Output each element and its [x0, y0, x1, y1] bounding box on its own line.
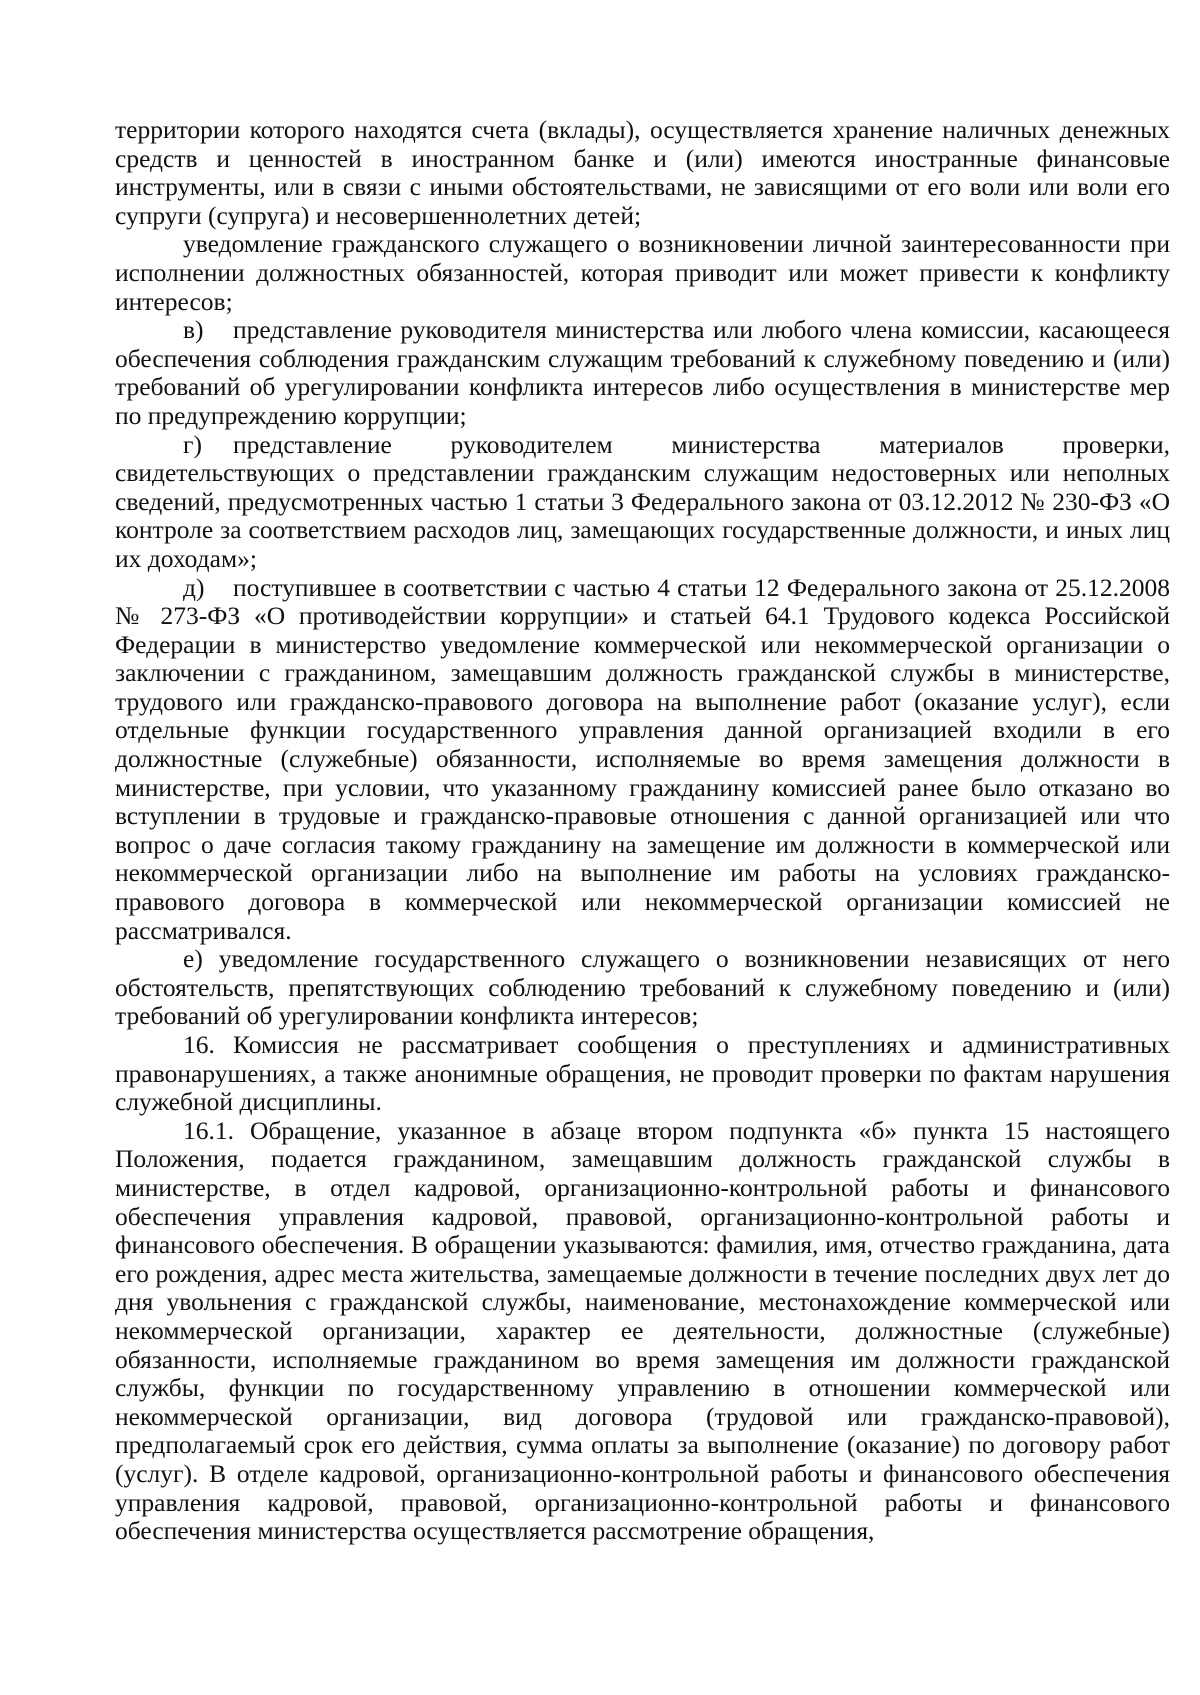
item-marker: 16.	[183, 1030, 215, 1059]
item-marker: в)	[183, 315, 204, 345]
paragraph-item-d	[115, 574, 1170, 946]
paragraph-item-e: е) уведомление государственного служащего о возникновении независящих от него обстоятельств, препятствующих соблюдению требований к служебному поведению и (или) требований об урегулировании конфликта интересов;	[115, 944, 1170, 1031]
item-text: представление руководителя министерства или любого члена комиссии, касающееся обеспечения соблюдения гражданским служащим требований к служебному поведению и (или) требований об урегулировании конфликта интересов либо осуществления в министерстве мер по предупреждению коррупции;	[115, 315, 1170, 430]
paragraph-continuation: территории которого находятся счета (вклады), осуществляется хранение наличных денежных средств и ценностей в иностранном банке и (или) имеются иностранные финансовые инструменты, или в связи с иными обстоятельствами, не зависящими от его воли или воли его супруги (супруга) и несовершеннолетних детей;	[115, 115, 1170, 230]
document-page	[115, 116, 1170, 1546]
paragraph-16	[115, 1031, 1170, 1117]
item-marker: г)	[183, 429, 202, 459]
item-text: представление руководителем министерства материалов проверки, свидетельствующих о представлении гражданским служащим недостоверных или неполных сведений, предусмотренных частью 1 статьи 3 Федерального закона от 03.12.2012 № 230-ФЗ «О контроле за соответствием расходов лиц, замещающих государственные должности, и иных лиц их доходам»;	[115, 429, 1170, 573]
item-text: поступившее в соответствии с частью 4 статьи 12 Федерального закона от 25.12.2008 № 273-ФЗ «О противодействии коррупции» и статьей 64.1 Трудового кодекса Российской Федерации в министерство уведомление коммерческой или некоммерческой организации о заключении с гражданином, замещавшим должность гражданской службы в министерстве, трудового или гражданско-правового договора на выполнение работ (оказание услуг), если отдельные функции государственного управления данной организацией входили в его должностные (служебные) обязанности, исполняемые во время замещения должности в министерстве, при условии, что указанному гражданину комиссией ранее было отказано во вступлении в трудовые и гражданско-правовые отношения с данной организацией или что вопрос о даче согласия такому гражданину на замещение им должности в коммерческой или некоммерческой организации либо на выполнение им работы на условиях гражданско-правового договора в коммерческой или некоммерческой организации комиссией не рассматривался.	[115, 572, 1170, 945]
item-text: Комиссия не рассматривает сообщения о преступлениях и административных правонарушениях, а также анонимные обращения, не проводит проверки по фактам нарушения служебной дисциплины.	[115, 1030, 1170, 1117]
paragraph-notice-interest: уведомление гражданского служащего о возникновении личной заинтересованности при исполнении должностных обязанностей, которая приводит или может привести к конфликту интересов;	[115, 229, 1170, 316]
paragraph-16-1: 16.1. Обращение, указанное в абзаце втором подпункта «б» пункта 15 настоящего Положения, подается гражданином, замещавшим должность гражданской службы в министерстве, в отдел кадровой, организационно-контрольной работы и финансового обеспечения управления кадровой, правовой, организационно-контрольной работы и финансового обеспечения. В обращении указываются: фамилия, имя, отчество гражданина, дата его рождения, адрес места жительства, замещаемые должности в течение последних двух лет до дня увольнения с гражданской службы, наименование, местонахождение коммерческой или некоммерческой организации, характер ее деятельности, должностные (служебные) обязанности, исполняемые гражданином во время замещения им должности гражданской службы, функции по государственному управлению в отношении коммерческой или некоммерческой организации, вид договора (трудовой или гражданско-правовой), предполагаемый срок его действия, сумма оплаты за выполнение (оказание) по договору работ (услуг). В отделе кадровой, организационно-контрольной работы и финансового обеспечения управления кадровой, правовой, организационно-контрольной работы и финансового обеспечения министерства осуществляется рассмотрение обращения,	[115, 1115, 1170, 1546]
item-marker: д)	[183, 572, 205, 602]
paragraph-item-g	[115, 431, 1170, 574]
paragraph-item-v	[115, 316, 1170, 430]
